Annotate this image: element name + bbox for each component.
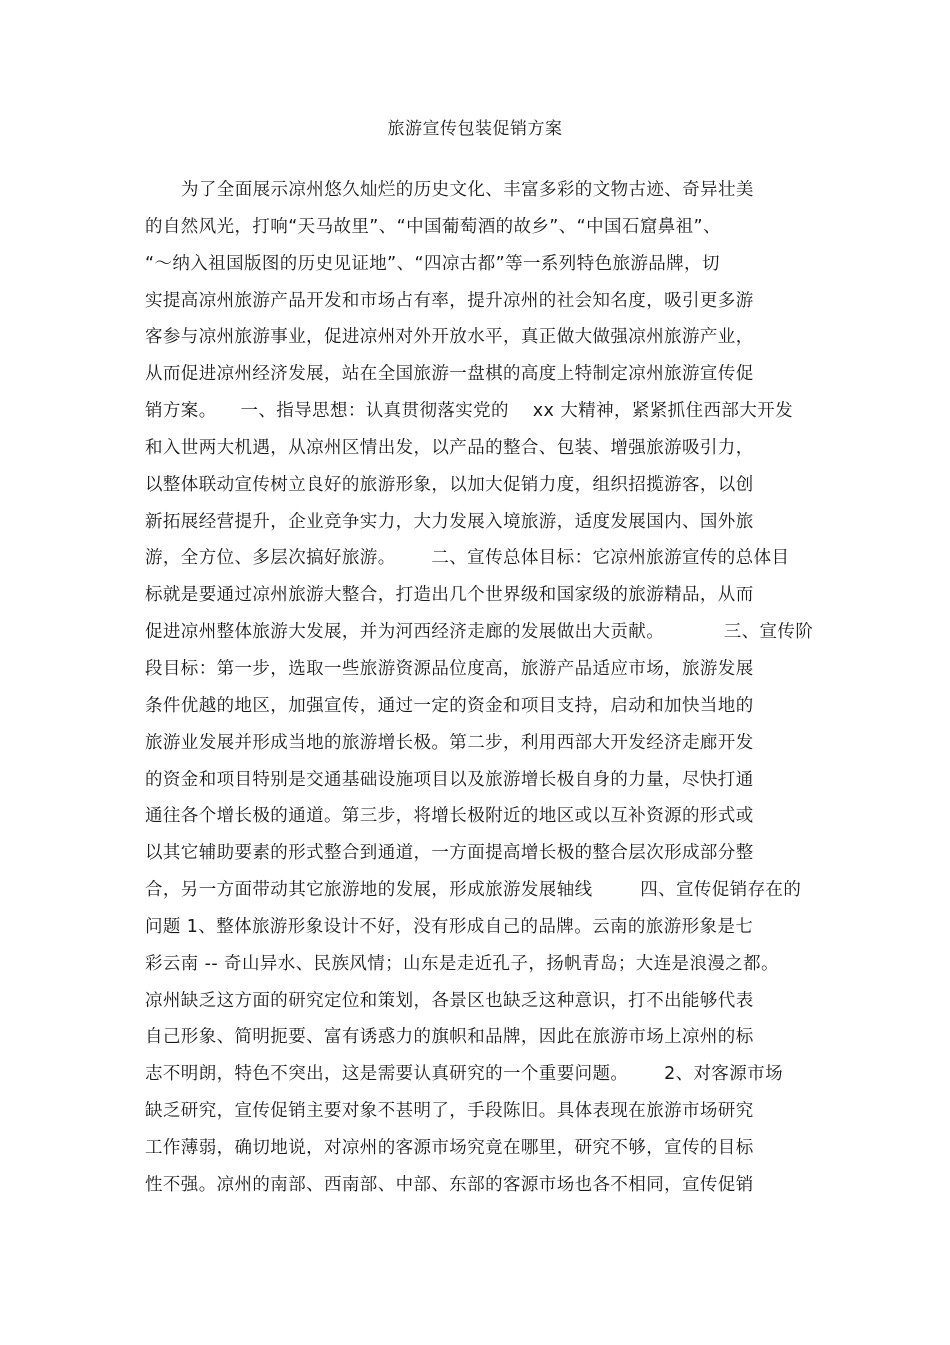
body-line: 销方案。 一、指导思想：认真贯彻落实党的 xx 大精神，紧紧抓住西部大开发 bbox=[145, 401, 793, 422]
body-line: 客参与凉州旅游事业，促进凉州对外开放水平，真正做大做强凉州旅游产业， bbox=[145, 327, 754, 348]
body-line: 的自然风光，打响“天马故里”、“中国葡萄酒的故乡”、“中国石窟鼻祖”、 bbox=[145, 216, 721, 237]
body-line: 新拓展经营提升，企业竞争实力，大力发展入境旅游，适度发展国内、国外旅 bbox=[145, 511, 754, 532]
body-line: 段目标：第一步，选取一些旅游资源品位度高，旅游产品适应市场，旅游发展 bbox=[145, 658, 754, 679]
body-line: 促进凉州整体旅游大发展，并为河西经济走廊的发展做出大贡献。 三、宣传阶 bbox=[145, 622, 814, 643]
body-line: 彩云南 -- 奇山异水、民族风情；山东是走近孔子，扬帆青岛；大连是浪漫之都。 bbox=[145, 953, 779, 974]
body-line: 性不强。凉州的南部、西南部、中部、东部的客源市场也各不相同，宣传促销 bbox=[145, 1174, 754, 1195]
body-line: 条件优越的地区，加强宣传，通过一定的资金和项目支持，启动和加快当地的 bbox=[145, 695, 754, 716]
body-line: 合，另一方面带动其它旅游地的发展，形成旅游发展轴线 四、宣传促销存在的 bbox=[145, 880, 802, 901]
body-line: 问题 1、整体旅游形象设计不好，没有形成自己的品牌。云南的旅游形象是七 bbox=[145, 916, 754, 937]
body-line: 从而促进凉州经济发展，站在全国旅游一盘棋的高度上特制定凉州旅游宣传促 bbox=[145, 364, 754, 385]
body-line: 志不明朗，特色不突出，这是需要认真研究的一个重要问题。 2、对客源市场 bbox=[145, 1064, 784, 1085]
body-line: 以整体联动宣传树立良好的旅游形象，以加大促销力度，组织招揽游客，以创 bbox=[145, 474, 754, 495]
body-line: “～纳入祖国版图的历史见证地”、“四凉古都”等一系列特色旅游品牌，切 bbox=[145, 253, 720, 274]
body-line: 工作薄弱，确切地说，对凉州的客源市场究竟在哪里，研究不够，宣传的目标 bbox=[145, 1137, 754, 1158]
body-line: 实提高凉州旅游产品开发和市场占有率，提升凉州的社会知名度，吸引更多游 bbox=[145, 290, 754, 311]
body-line: 旅游业发展并形成当地的旅游增长极。第二步，利用西部大开发经济走廊开发 bbox=[145, 732, 754, 753]
document-title: 旅游宣传包装促销方案 bbox=[387, 119, 563, 139]
body-line: 的资金和项目特别是交通基础设施项目以及旅游增长极自身的力量，尽快打通 bbox=[145, 769, 754, 790]
body-line: 以其它辅助要素的形式整合到通道，一方面提高增长极的整合层次形成部分整 bbox=[145, 843, 754, 864]
body-line: 自己形象、简明扼要、富有诱惑力的旗帜和品牌，因此在旅游市场上凉州的标 bbox=[145, 1027, 754, 1048]
body-line: 标就是要通过凉州旅游大整合，打造出几个世界级和国家级的旅游精品，从而 bbox=[145, 585, 754, 606]
body-line: 通往各个增长极的通道。第三步，将增长极附近的地区或以互补资源的形式或 bbox=[145, 806, 754, 827]
body-line: 为了全面展示凉州悠久灿烂的历史文化、丰富多彩的文物古迹、奇异壮美 bbox=[181, 180, 754, 200]
body-line: 缺乏研究，宣传促销主要对象不甚明了，手段陈旧。具体表现在旅游市场研究 bbox=[145, 1101, 754, 1122]
body-line: 游，全方位、多层次搞好旅游。 二、宣传总体目标：它凉州旅游宣传的总体目 bbox=[145, 548, 790, 569]
body-line: 和入世两大机遇，从凉州区情出发，以产品的整合、包装、增强旅游吸引力， bbox=[145, 437, 754, 458]
document-body bbox=[145, 178, 814, 1210]
body-line: 凉州缺乏这方面的研究定位和策划，各景区也缺乏这种意识，打不出能够代表 bbox=[145, 990, 754, 1011]
